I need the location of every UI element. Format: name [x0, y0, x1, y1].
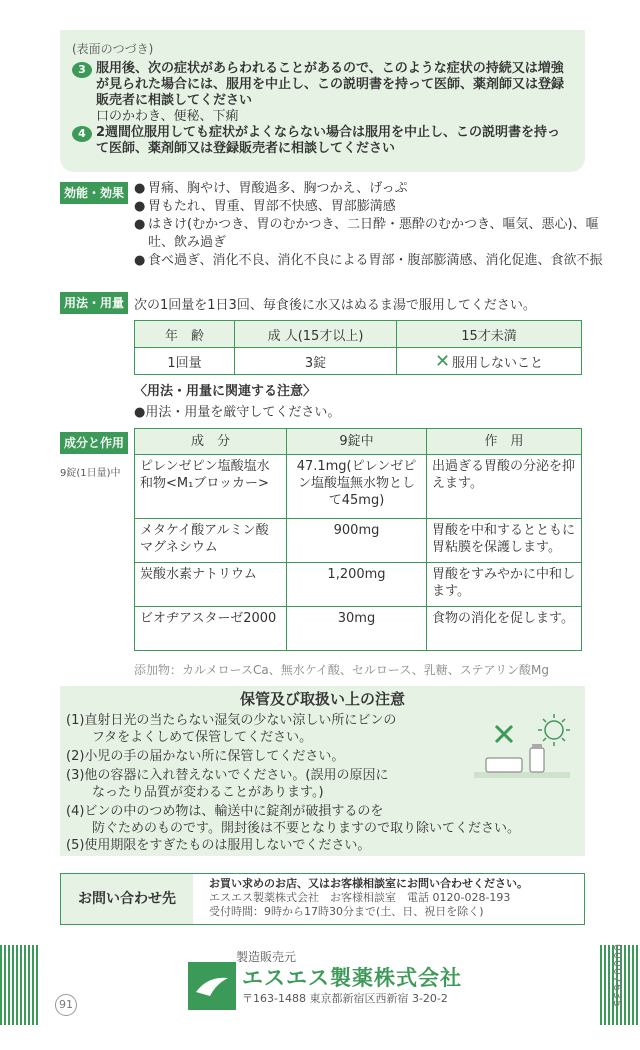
- table-header: 年 齢: [135, 321, 235, 348]
- x-mark-icon: ✕: [434, 350, 451, 372]
- stripe-decoration-left: [0, 945, 40, 1025]
- storage-line: (5)使用期限をすぎたものは服用しないでください。: [66, 838, 371, 853]
- table-cell: 900mg: [287, 519, 427, 563]
- company-name: エスエス製薬株式会社: [242, 966, 462, 990]
- list-item: ● 胃痛、胸やけ、胃酸過多、胸つかえ、げっぷ: [134, 181, 408, 196]
- dosage-label: 用法・用量: [60, 292, 128, 314]
- warning-text: 2週間位服用しても症状がよくならない場合は服用を中止し、この説明書を持って医師、薬剤師又は登録販売者に相談してください: [96, 125, 561, 156]
- table-header: 9錠中: [287, 429, 427, 455]
- storage-title: 保管及び取扱い上の注意: [239, 690, 405, 708]
- contact-line: 受付時間：9時から17時30分まで(土、日、祝日を除く): [209, 905, 484, 918]
- table-cell: 1回量: [135, 348, 235, 375]
- table-cell: 47.1mg(ピレンゼピン塩酸塩無水物として45mg): [287, 455, 427, 519]
- table-cell: ビオヂアスターゼ2000: [135, 607, 287, 651]
- ss-logo-icon: [188, 962, 236, 1010]
- sun-and-bottle-icon: [468, 708, 576, 800]
- ingredients-label: 成分と作用: [60, 432, 128, 454]
- warning-item-3: [72, 61, 573, 109]
- ingredients-sublabel: 9錠(1日量)中: [60, 468, 121, 479]
- table-cell: ピレンゼピン塩酸塩水和物<M₁ブロッカー>: [135, 455, 287, 519]
- efficacy-label: 効能・効果: [60, 182, 128, 204]
- storage-line: (3)他の容器に入れ替えないでください。(誤用の原因に: [66, 768, 389, 783]
- efficacy-list: [134, 180, 604, 270]
- dosage-note: ●用法・用量を厳守してください。: [134, 405, 341, 420]
- dosage-note-title: 〈用法・用量に関連する注意〉: [134, 384, 317, 399]
- storage-line: 防ぐためのものです。開封後は不要となりますので取り除いてください。: [66, 821, 520, 836]
- table-cell: ✕ 服用しないこと: [397, 348, 582, 375]
- table-cell: 炭酸水素ナトリウム: [135, 563, 287, 607]
- table-cell: 食物の消化を促します。: [427, 607, 582, 651]
- contact-line: お買い求めのお店、又はお客様相談室にお問い合わせください。: [209, 877, 528, 890]
- contact-label: お問い合わせ先: [61, 874, 193, 924]
- table-cell: 1,200mg: [287, 563, 427, 607]
- table-cell: 30mg: [287, 607, 427, 651]
- ingredients-table: [134, 428, 582, 651]
- table-cell: 胃酸を中和するとともに胃粘膜を保護します。: [427, 519, 582, 563]
- table-row: [135, 607, 582, 651]
- warning-item-4: [72, 125, 573, 157]
- list-item: ● はきけ(むかつき、胃のむかつき、二日酔・悪酔のむかつき、嘔気、悪心)、嘔吐、飲み過ぎ: [134, 217, 599, 250]
- table-cell: メタケイ酸アルミン酸マグネシウム: [135, 519, 287, 563]
- list-item: ● 食べ過ぎ、消化不良、消化不良による胃部・腹部膨満感、消化促進、食欲不振: [134, 253, 603, 268]
- contact-line: エスエス製薬株式会社 お客様相談室 電話 0120-028-193: [209, 891, 511, 904]
- company-address: 〒163-1488 東京都新宿区西新宿 3-20-2: [242, 992, 448, 1005]
- list-item: ● 胃もたれ、胃重、胃部不快感、胃部膨満感: [134, 199, 396, 214]
- storage-line: なったり品質が変わることがあります。): [66, 785, 324, 800]
- dosage-table: [134, 320, 582, 375]
- storage-box: [60, 686, 585, 856]
- table-row: [135, 455, 582, 519]
- continued-label: (表面のつづき): [72, 42, 154, 56]
- table-row: [135, 429, 582, 455]
- contact-box: [60, 873, 585, 925]
- storage-line: (1)直射日光の当たらない湿気の少ない涼しい所にビンの: [66, 713, 397, 728]
- dosage-intro: 次の1回量を1日3回、毎食後に水又はぬるま湯で服用してください。: [134, 298, 536, 313]
- table-cell: 胃酸をすみやかに中和します。: [427, 563, 582, 607]
- table-row: [135, 321, 582, 348]
- warning-text: 服用後、次の症状があらわれることがあるので、このような症状の持続又は増強が見られた場合には、服用を中止し、この説明書を持って医師、薬剤師又は登録販売者に相談してください: [96, 61, 565, 108]
- page-number: 91: [55, 994, 77, 1016]
- table-header: 成 人(15才以上): [235, 321, 397, 348]
- table-header: 作 用: [427, 429, 582, 455]
- contact-body: [209, 877, 528, 919]
- storage-line: (4)ビンの中のつめ物は、輸送中に錠剤が破損するのを: [66, 804, 384, 819]
- table-header: 15才未満: [397, 321, 582, 348]
- maker-label: 製造販売元: [236, 950, 297, 964]
- product-code: 00007635: [611, 944, 624, 1008]
- table-header: 成 分: [135, 429, 287, 455]
- storage-line: (2)小児の手の届かない所に保管してください。: [66, 749, 345, 764]
- table-cell: 出過ぎる胃酸の分泌を抑えます。: [427, 455, 582, 519]
- table-cell: 3錠: [235, 348, 397, 375]
- number-badge: 3: [72, 62, 92, 78]
- symptoms-text: 口のかわき、便秘、下痢: [96, 109, 239, 124]
- storage-line: フタをよくしめて保管してください。: [66, 730, 313, 745]
- table-row: [135, 563, 582, 607]
- number-badge: 4: [72, 126, 92, 142]
- table-row: [135, 348, 582, 375]
- additives-text: 添加物：カルメロースCa、無水ケイ酸、セルロース、乳糖、ステアリン酸Mg: [134, 663, 549, 677]
- table-row: [135, 519, 582, 563]
- warning-box: [60, 30, 585, 172]
